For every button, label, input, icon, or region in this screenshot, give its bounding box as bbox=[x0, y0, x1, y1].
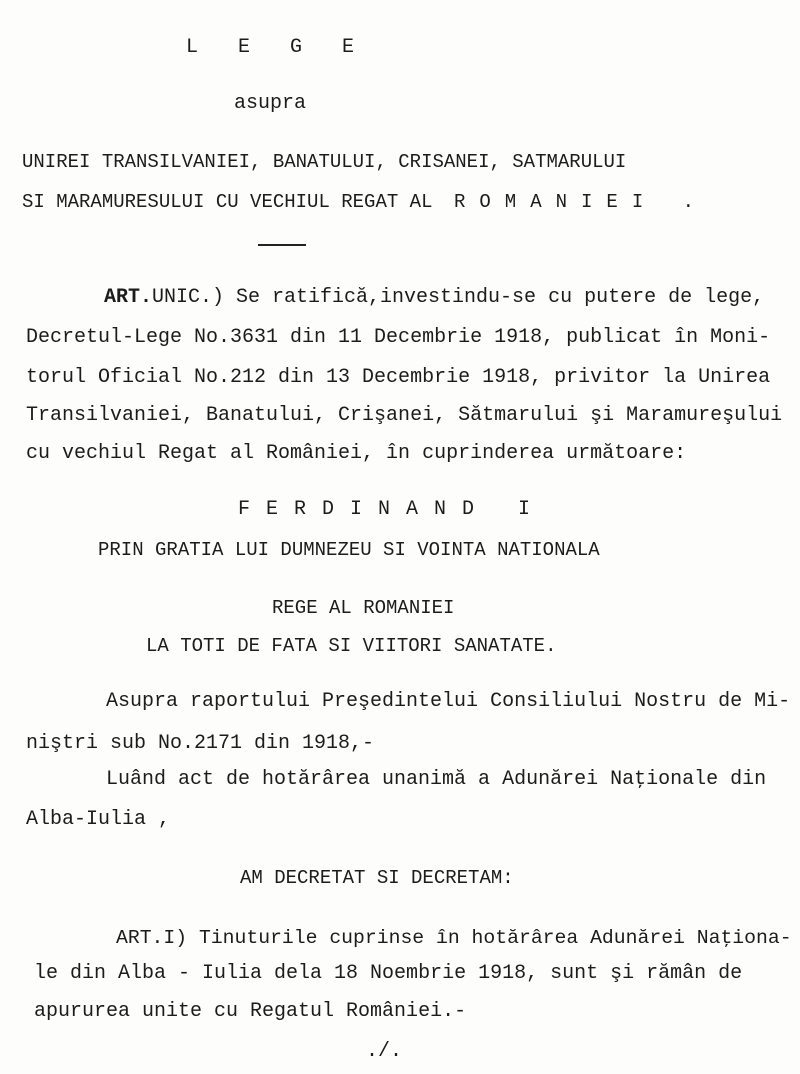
art-i-line-3: apururea unite cu Regatul României.- bbox=[34, 1000, 467, 1023]
art-i-line-1: ART.I) Tinuturile cuprinse în hotărârea Adunărei Naţiona- bbox=[116, 927, 792, 949]
para2-line-2: Alba-Iulia , bbox=[26, 808, 171, 831]
king-name: FERDINAND I bbox=[238, 498, 547, 521]
art-i-line-2: le din Alba - Iulia dela 18 Noembrie 1918, sunt şi rămân de bbox=[34, 962, 743, 985]
separator-rule bbox=[258, 244, 306, 246]
para1-line-2: niştri sub No.2171 din 1918,- bbox=[26, 732, 375, 755]
page-continuation-mark: ./. bbox=[366, 1040, 403, 1063]
heading-line-1: UNIREI TRANSILVANIEI, BANATULUI, CRISANEI, SATMARULUI bbox=[22, 151, 627, 173]
law-title: L E G E bbox=[186, 36, 369, 59]
decree-line: AM DECRETAT SI DECRETAM: bbox=[240, 867, 514, 889]
para2-line-1: Luând act de hotărârea unanimă a Adunărei Naţionale din bbox=[106, 768, 767, 791]
art-unic-line-5: cu vechiul Regat al României, în cuprinderea următoare: bbox=[26, 442, 687, 465]
art-unic-line-1: UNIC.) Se ratifică,investindu-se cu putere de lege, bbox=[152, 286, 765, 309]
heading-line-2a: SI MARAMURESULUI CU VECHIUL REGAT AL bbox=[22, 191, 433, 213]
art-unic-line-3: torul Oficial No.212 din 13 Decembrie 1918, privitor la Unirea bbox=[26, 366, 771, 389]
law-subtitle: asupra bbox=[234, 92, 307, 115]
greeting-line: LA TOTI DE FATA SI VIITORI SANATATE. bbox=[146, 635, 557, 657]
art-unic-line-4: Transilvaniei, Banatului, Crişanei, Sătmarului şi Maramureşului bbox=[26, 404, 783, 427]
king-title: REGE AL ROMANIEI bbox=[272, 597, 455, 619]
heading-line-2b: ROMANIEI . bbox=[454, 191, 709, 213]
art-unic-line-2: Decretul-Lege No.3631 din 11 Decembrie 1918, publicat în Moni- bbox=[26, 326, 771, 349]
para1-line-1: Asupra raportului Preşedintelui Consiliului Nostru de Mi- bbox=[106, 690, 791, 713]
art-unic-label: ART. bbox=[104, 286, 153, 309]
by-grace-line: PRIN GRATIA LUI DUMNEZEU SI VOINTA NATIONALA bbox=[98, 539, 600, 561]
